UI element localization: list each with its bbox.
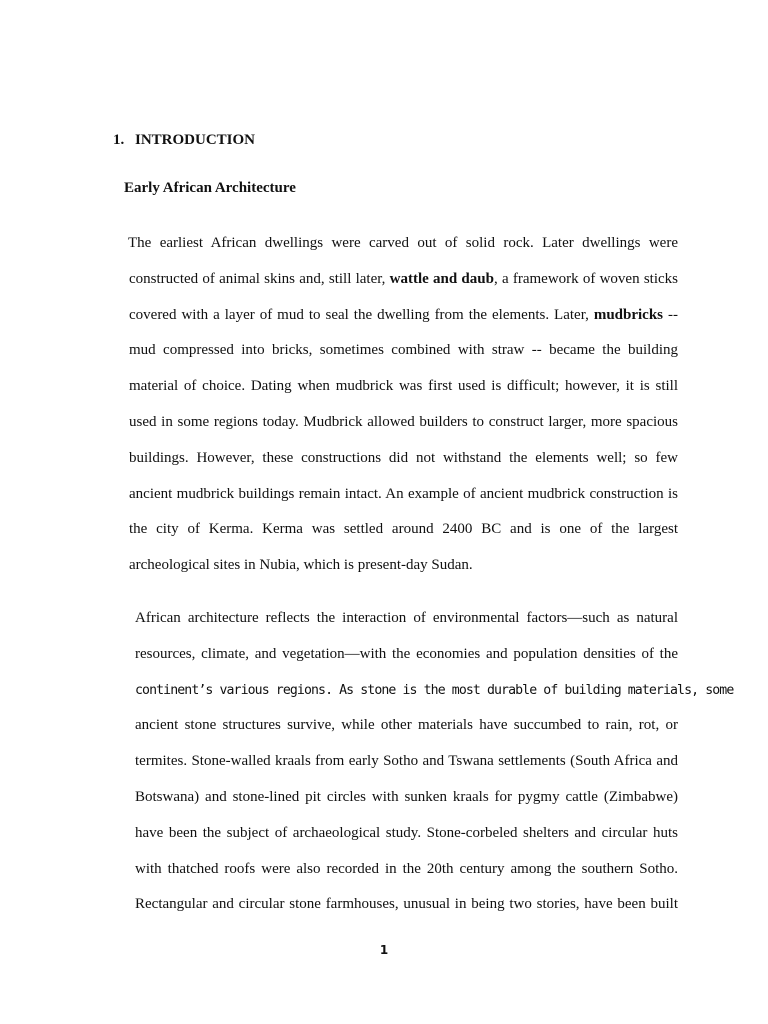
line-text: constructed of animal skins and, still later, [129, 270, 390, 287]
paragraph-line: have been the subject of archaeological study. Stone-corbeled shelters and circular huts [135, 824, 678, 841]
paragraph-line: resources, climate, and vegetation—with the economies and population densities of the [135, 645, 678, 662]
paragraph-line: ancient stone structures survive, while other materials have succumbed to rain, rot, or [135, 717, 678, 734]
bold-term-mudbricks: mudbricks [593, 306, 664, 323]
paragraph-line: archeological sites in Nubia, which is present-day Sudan. [129, 557, 473, 574]
paragraph-line: material of choice. Dating when mudbrick was first used is difficult; however, it is still [129, 378, 678, 395]
page-number: 1 [379, 943, 389, 957]
line-text: covered with a layer of mud to seal the dwelling from the elements. Later, [129, 306, 594, 323]
line-text: , a framework of woven sticks [493, 270, 678, 287]
paragraph-line [129, 262, 678, 298]
paragraph-line: continent’s various regions. As stone is the most durable of building materials, some [135, 682, 734, 698]
section-number: 1. [113, 132, 125, 148]
paragraph-line: used in some regions today. Mudbrick allowed builders to construct larger, more spacious [129, 413, 678, 430]
paragraph-line: buildings. However, these constructions did not withstand the elements well; so few [129, 449, 678, 466]
paragraph-2 [135, 601, 734, 923]
paragraph-line: Botswana) and stone-lined pit circles with sunken kraals for pygmy cattle (Zimbabwe) [135, 788, 678, 805]
section-heading [113, 132, 255, 149]
section-title: INTRODUCTION [135, 132, 256, 148]
paragraph-line: the city of Kerma. Kerma was settled around 2400 BC and is one of the largest [129, 521, 678, 538]
bold-term-wattle-and-daub: wattle and daub [389, 270, 494, 287]
paragraph-line: African architecture reflects the interaction of environmental factors—such as natural [135, 610, 678, 626]
section-subheading: Early African Architecture [124, 180, 296, 196]
paragraph-line: ancient mudbrick buildings remain intact. An example of ancient mudbrick construction is [129, 485, 678, 502]
paragraph-line: The earliest African dwellings were carved out of solid rock. Later dwellings were [128, 235, 678, 251]
paragraph-line [129, 298, 678, 334]
paragraph-line: with thatched roofs were also recorded in the 20th century among the southern Sotho. [135, 860, 678, 877]
paragraph-line: termites. Stone-walled kraals from early Sotho and Tswana settlements (South Africa and [135, 753, 678, 770]
paragraph-1 [129, 226, 678, 584]
paragraph-line: mud compressed into bricks, sometimes combined with straw -- became the building [129, 342, 678, 359]
paragraph-line: Rectangular and circular stone farmhouses, unusual in being two stories, have been built [135, 896, 678, 913]
line-text: -- [663, 306, 678, 323]
